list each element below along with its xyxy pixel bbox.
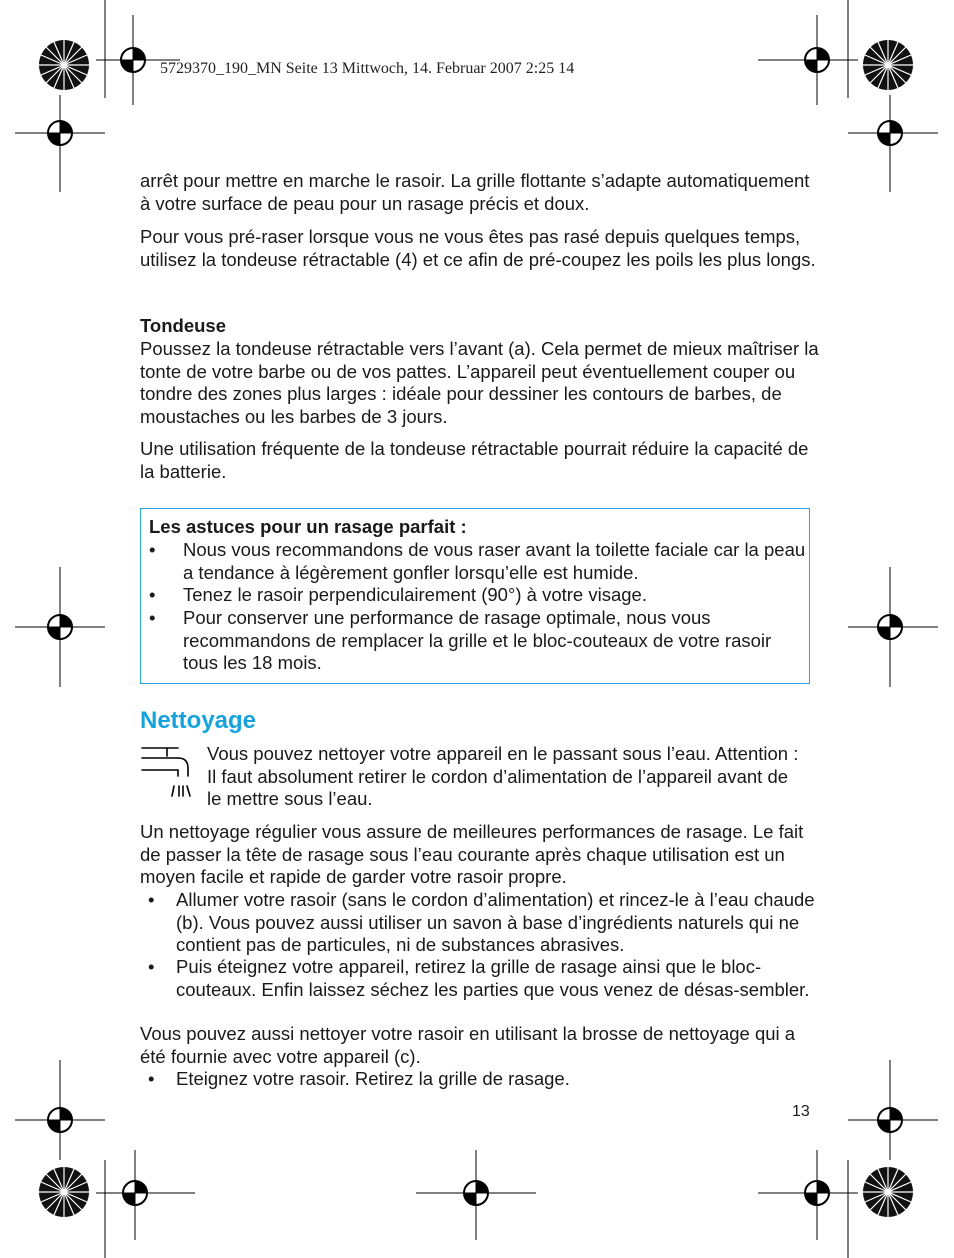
bullet: • bbox=[149, 539, 156, 560]
body-paragraph: Poussez la tondeuse rétractable vers l’avant (a). Cela permet de mieux maîtriser la tonte de votre barbe ou de vos pattes. L’appareil peut éventuellement couper ou tondre des zones plus larges : idéale pour dessiner les contours de barbes, de moustaches ou les barbes de 3 jours. bbox=[140, 338, 819, 427]
crosshair-mark bbox=[96, 1150, 195, 1240]
crosshair-mark bbox=[758, 15, 858, 105]
body-paragraph: Vous pouvez aussi nettoyer votre rasoir en utilisant la brosse de nettoyage qui a été fournie avec votre appareil (c). bbox=[140, 1023, 796, 1067]
starburst-mark-top-left bbox=[39, 40, 89, 90]
body-paragraph: Pour vous pré-raser lorsque vous ne vous êtes pas rasé depuis quelques temps, utilisez la tondeuse rétractable (4) et ce afin de pré-coupez les poils les plus longs. bbox=[140, 226, 816, 270]
crosshair-mark bbox=[758, 1150, 858, 1240]
crosshair-mark bbox=[848, 1060, 938, 1160]
crosshair-mark bbox=[848, 95, 938, 192]
starburst-mark-top-right bbox=[863, 40, 913, 90]
bullet: • bbox=[148, 1068, 155, 1089]
body-paragraph: Une utilisation fréquente de la tondeuse rétractable pourrait réduire la capacité de la batterie. bbox=[140, 438, 809, 482]
crosshair-mark bbox=[15, 1060, 105, 1160]
print-info-header: 5729370_190_MN Seite 13 Mittwoch, 14. Februar 2007 2:25 14 bbox=[160, 60, 575, 77]
bullet: • bbox=[148, 889, 155, 910]
crosshair-mark bbox=[848, 567, 938, 687]
tips-box: Les astuces pour un rasage parfait : • Nous vous recommandons de vous raser avant la toilette faciale car la peau a tendance à légèrement gonfler lorsqu’elle est humide. • Tenez le rasoir perpendiculairement (90°) à votre visage. • Pour conserver une performance de rasage optimale, nous vous recommandons de remplacer la grille et le bloc-couteaux de votre rasoir tous les 18 mois. bbox=[140, 508, 810, 684]
tips-title: Les astuces pour un rasage parfait : bbox=[149, 516, 467, 537]
starburst-mark-bottom-right bbox=[863, 1167, 913, 1217]
cleaning-intro: Vous pouvez nettoyer votre appareil en le passant sous l’eau. Attention : Il faut absolument retirer le cordon d’alimentation de l’appareil avant de le mettre sous l’eau. bbox=[207, 743, 799, 809]
faucet-icon bbox=[140, 744, 192, 800]
bullet: • bbox=[149, 584, 156, 605]
section-title-nettoyage: Nettoyage bbox=[140, 707, 257, 734]
bullet: • bbox=[149, 607, 156, 628]
body-paragraph: Un nettoyage régulier vous assure de meilleures performances de rasage. Le fait de passer la tête de rasage sous l’eau courante après chaque utilisation est un moyen facile et rapide de garder votre rasoir propre. bbox=[140, 821, 804, 887]
crosshair-mark bbox=[15, 95, 105, 192]
tondeuse-heading: Tondeuse bbox=[140, 315, 226, 336]
crosshair-mark bbox=[15, 567, 105, 687]
crosshair-mark bbox=[416, 1150, 536, 1240]
page-number: 13 bbox=[792, 1103, 810, 1120]
body-paragraph: arrêt pour mettre en marche le rasoir. La grille flottante s’adapte automatiquement à votre surface de peau pour un rasage précis et doux. bbox=[140, 170, 810, 214]
starburst-mark-bottom-left bbox=[39, 1167, 89, 1217]
bullet: • bbox=[148, 956, 155, 977]
